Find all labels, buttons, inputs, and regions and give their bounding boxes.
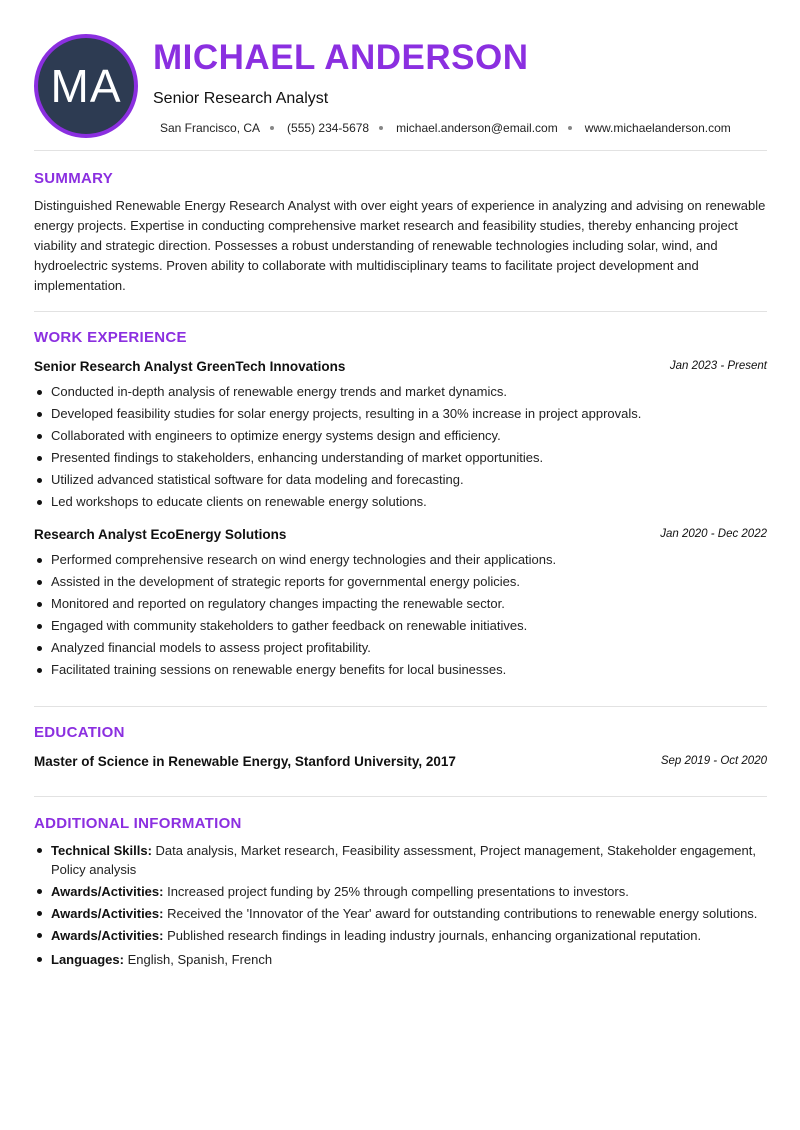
candidate-name: MICHAEL ANDERSON (153, 38, 529, 77)
info-text: Published research findings in leading industry journals, enhancing organizational reputation. (163, 928, 702, 943)
list-item: Performed comprehensive research on wind energy technologies and their applications. (34, 549, 767, 571)
separator-dot (379, 126, 383, 130)
job-bullets (34, 549, 767, 681)
job-date: Jan 2023 - Present (669, 360, 767, 372)
work-experience-heading: WORK EXPERIENCE (34, 329, 187, 346)
info-text: Data analysis, Market research, Feasibility assessment, Project management, Stakeholder engagement, Policy analysis (51, 843, 756, 877)
separator-dot (568, 126, 572, 130)
additional-info-heading: ADDITIONAL INFORMATION (34, 815, 242, 832)
info-text: Increased project funding by 25% through compelling presentations to investors. (163, 884, 629, 899)
additional-info-list (34, 841, 767, 972)
education-entry (34, 754, 767, 772)
info-text: English, Spanish, French (123, 952, 273, 967)
info-label: Languages: (51, 952, 124, 967)
info-label: Awards/Activities: (51, 884, 164, 899)
education-date: Sep 2019 - Oct 2020 (660, 755, 767, 767)
degree-title: Master of Science in Renewable Energy, Stanford University, 2017 (34, 754, 456, 769)
job-title: Senior Research Analyst GreenTech Innovations (34, 359, 346, 374)
list-item: Analyzed financial models to assess project profitability. (34, 637, 767, 659)
list-item: Assisted in the development of strategic reports for governmental energy policies. (34, 571, 767, 593)
job-date: Jan 2020 - Dec 2022 (660, 528, 767, 540)
list-item (34, 904, 767, 923)
divider (34, 706, 767, 707)
list-item: Collaborated with engineers to optimize energy systems design and efficiency. (34, 425, 767, 447)
info-text: Received the 'Innovator of the Year' award for outstanding contributions to renewable energy solutions. (163, 906, 758, 921)
contact-location: San Francisco, CA (160, 121, 261, 135)
info-label: Awards/Activities: (51, 928, 164, 943)
list-item (34, 882, 767, 901)
candidate-role: Senior Research Analyst (153, 90, 329, 107)
list-item: Engaged with community stakeholders to gather feedback on renewable initiatives. (34, 615, 767, 637)
info-label: Technical Skills: (51, 843, 152, 858)
contact-website[interactable]: www.michaelanderson.com (584, 121, 731, 135)
divider (34, 150, 767, 151)
info-label: Awards/Activities: (51, 906, 164, 921)
list-item (34, 926, 767, 945)
divider (34, 311, 767, 312)
list-item (34, 841, 767, 879)
list-item: Led workshops to educate clients on renewable energy solutions. (34, 491, 767, 513)
list-item: Developed feasibility studies for solar energy projects, resulting in a 30% increase in project approvals. (34, 403, 767, 425)
list-item: Utilized advanced statistical software for data modeling and forecasting. (34, 469, 767, 491)
education-heading: EDUCATION (34, 724, 125, 741)
list-item: Conducted in-depth analysis of renewable energy trends and market dynamics. (34, 381, 767, 403)
list-item: Monitored and reported on regulatory changes impacting the renewable sector. (34, 593, 767, 615)
list-item: Presented findings to stakeholders, enhancing understanding of market opportunities. (34, 447, 767, 469)
divider (34, 796, 767, 797)
summary-heading: SUMMARY (34, 170, 114, 187)
job-header (34, 527, 767, 545)
job-title: Research Analyst EcoEnergy Solutions (34, 527, 287, 542)
job-bullets (34, 381, 767, 513)
contact-phone: (555) 234-5678 (287, 121, 370, 135)
avatar-initials: MA (50, 60, 122, 112)
job-header (34, 359, 767, 377)
contact-info (160, 121, 731, 135)
separator-dot (270, 126, 274, 130)
summary-text: Distinguished Renewable Energy Research Analyst with over eight years of experience in analyzing and advising on renewable energy projects. Expertise in conducting comprehensive market research and feasibility studies, thereby enhancing project viability and strategic direction. Possesses a robust understanding of renewable technologies including solar, wind, and hydroelectric systems. Proven ability to collaborate with multidisciplinary teams to facilitate project development and implementation. (34, 198, 766, 293)
contact-email[interactable]: michael.anderson@email.com (396, 121, 558, 135)
resume-header (0, 0, 800, 150)
list-item: Facilitated training sessions on renewable energy benefits for local businesses. (34, 659, 767, 681)
list-item (34, 950, 767, 969)
avatar (34, 34, 138, 138)
